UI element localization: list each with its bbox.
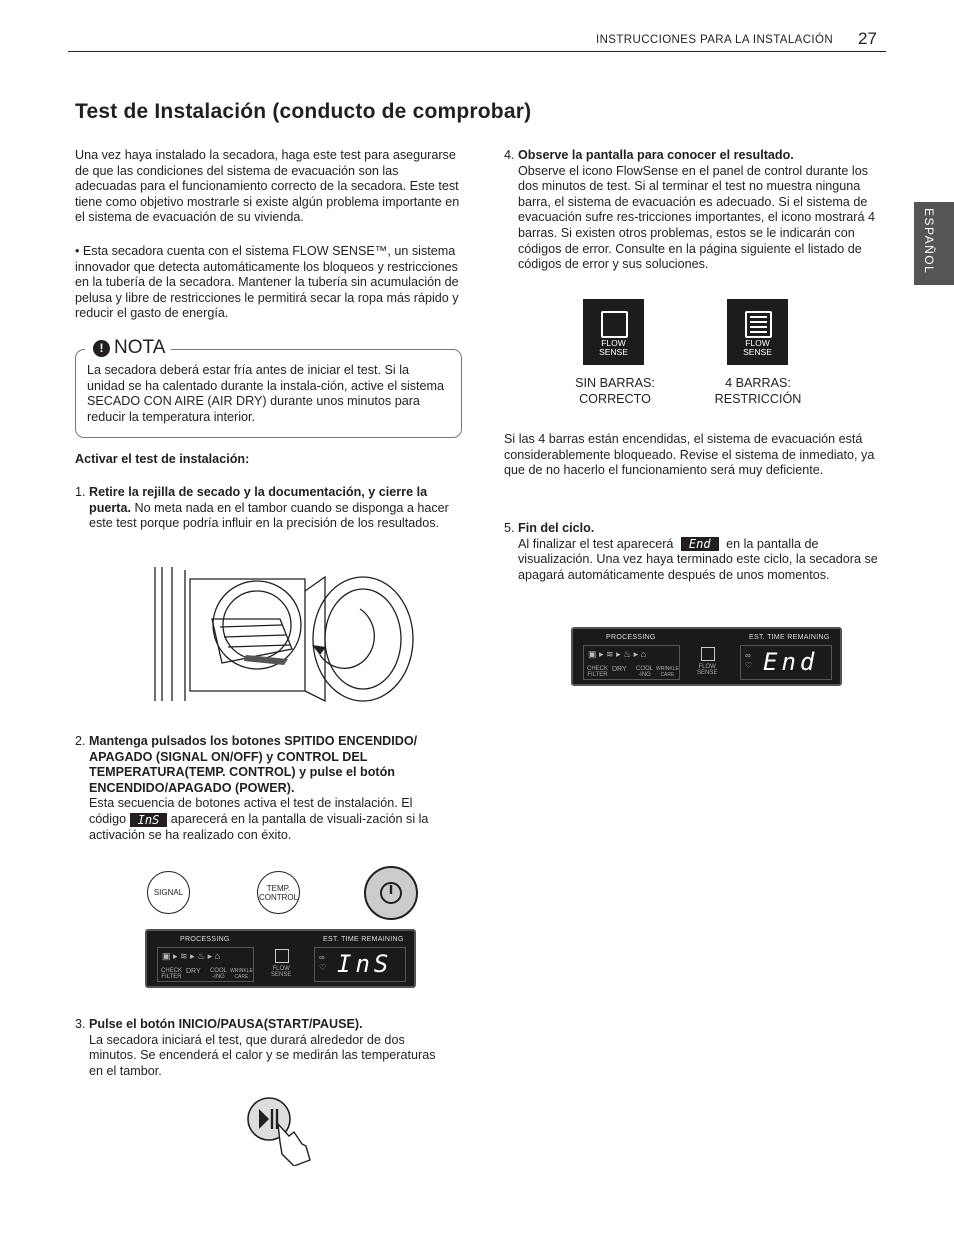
step-2-number: 2. bbox=[75, 734, 86, 748]
end-display: End bbox=[763, 648, 819, 676]
header-rule bbox=[68, 51, 886, 52]
page-number: 27 bbox=[858, 29, 877, 48]
temp-control-label: TEMP. CONTROL bbox=[258, 883, 299, 902]
dry-label: DRY bbox=[186, 968, 201, 975]
step-2-text-b: aparecerá en la pantalla de visuali-zación si la activación se ha realizado con éxito. bbox=[89, 811, 429, 842]
step-3 bbox=[75, 1017, 451, 1079]
flow-sense-icon bbox=[701, 647, 715, 661]
note-heading bbox=[85, 337, 171, 359]
ins-display: InS bbox=[337, 950, 393, 978]
flowsense-label-a: FLOW SENSE bbox=[599, 338, 628, 357]
activate-heading: Activar el test de instalación: bbox=[75, 452, 250, 466]
ins-code-badge: InS bbox=[130, 813, 168, 827]
step-3-text: La secadora iniciará el test, que durará alrededor de dos minutos. Se encenderá el calor y se medirán las temperaturas en el tambor. bbox=[89, 1032, 436, 1078]
step-1-bold: Retire la rejilla de secado y la documentación, y cierre la puerta. bbox=[89, 485, 428, 515]
bars-note: Si las 4 barras están encendidas, el sistema de evacuación está considerablemente bloqueado. Revise el sistema de inmediato, ya que de no hacerlo el funcionamiento será muy deficiente. bbox=[504, 432, 875, 478]
signal-button[interactable] bbox=[147, 871, 190, 914]
step-4-number: 4. bbox=[504, 148, 515, 162]
start-pause-press-icon bbox=[244, 1094, 314, 1166]
check-filter-label: CHECK FILTER bbox=[587, 666, 609, 678]
est-time-label: EST. TIME REMAINING bbox=[323, 936, 404, 943]
note-label: NOTA bbox=[114, 337, 166, 358]
running-header: INSTRUCCIONES PARA LA INSTALACIÓN bbox=[596, 34, 834, 46]
language-tab bbox=[914, 202, 954, 285]
time-display bbox=[314, 947, 406, 982]
caption-no-bars: SIN BARRAS: CORRECTO bbox=[575, 376, 655, 406]
control-panel-ins bbox=[145, 929, 416, 988]
step-1-text: No meta nada en el tambor cuando se disponga a hacer este test porque podría influir en la precisión de los resultados. bbox=[89, 500, 449, 531]
step-5 bbox=[504, 521, 890, 583]
step-5-bold: Fin del ciclo. bbox=[518, 521, 595, 535]
flowsense-no-bars-icon bbox=[583, 299, 644, 365]
step-1 bbox=[75, 485, 451, 532]
power-button[interactable] bbox=[364, 866, 418, 920]
processing-label: PROCESSING bbox=[606, 634, 656, 641]
control-panel-end bbox=[571, 627, 842, 686]
power-icon bbox=[378, 880, 404, 906]
step-2-bold: Mantenga pulsados los botones SPITIDO ENCENDIDO/ APAGADO (SIGNAL ON/OFF) y CONTROL DEL TEMPERATURA(TEMP. CONTROL) y pulse el botón ENCENDIDO/APAGADO (POWER). bbox=[89, 734, 418, 795]
step-3-number: 3. bbox=[75, 1017, 86, 1031]
language-tab-label: ESPAÑOL bbox=[922, 208, 936, 275]
flowsense-label-b: FLOW SENSE bbox=[743, 338, 772, 357]
step-2 bbox=[75, 734, 451, 843]
step-5-text-a: Al finalizar el test aparecerá bbox=[518, 536, 677, 551]
cool-ing-label: COOL -ING bbox=[210, 968, 228, 980]
cool-ing-label: COOL -ING bbox=[636, 666, 654, 678]
processing-label: PROCESSING bbox=[180, 936, 230, 943]
cycle-icons: ▣ ▸ ≋ ▸ ♨ ▸ ⌂ bbox=[162, 951, 221, 961]
flowsense-four-bars-icon bbox=[727, 299, 788, 365]
lock-heart-icon: ∞ ♡ bbox=[745, 651, 753, 670]
cycle-indicators bbox=[583, 645, 680, 680]
signal-button-label: SIGNAL bbox=[153, 888, 184, 897]
flow-sense-icon bbox=[275, 949, 289, 963]
empty-box-icon bbox=[601, 311, 628, 338]
page-title: Test de Instalación (conducto de comprobar) bbox=[75, 100, 532, 123]
dryer-open-door-illustration bbox=[150, 567, 420, 703]
cycle-indicators bbox=[157, 947, 254, 982]
wrinkle-care-label: WRINKLE CARE bbox=[656, 666, 679, 678]
check-filter-label: CHECK FILTER bbox=[161, 968, 183, 980]
flow-sense-bullet: • Esta secadora cuenta con el sistema FLOW SENSE™, un sistema innovador que detecta automáticamente los bloqueos y restricciones en la tubería de la secadora. Mantener la tubería sin acumulación de pelusa y libre de restricciones le permitirá secar la ropa más rápido y reducir el gasto de energía. bbox=[75, 244, 459, 321]
step-3-bold: Pulse el botón INICIO/PAUSA(START/PAUSE). bbox=[89, 1017, 363, 1031]
step-1-number: 1. bbox=[75, 485, 86, 499]
flow-sense-label: FLOW SENSE bbox=[697, 664, 718, 676]
est-time-label: EST. TIME REMAINING bbox=[749, 634, 830, 641]
step-5-number: 5. bbox=[504, 521, 515, 535]
wrinkle-care-label: WRINKLE CARE bbox=[230, 968, 253, 980]
cycle-icons: ▣ ▸ ≋ ▸ ♨ ▸ ⌂ bbox=[588, 649, 647, 659]
note-text: La secadora deberá estar fría antes de iniciar el test. Si la unidad se ha calentado durante la instala-ción, active el sistema SECADO CON AIRE (AIR DRY) durante unos minutos para reducir la temperatura interior. bbox=[87, 363, 445, 424]
lock-heart-icon: ∞ ♡ bbox=[319, 953, 327, 972]
warning-icon: ! bbox=[93, 340, 110, 357]
step-5-text-b: en la pantalla de visualización. Una vez haya terminado este ciclo, la secadora se apagará automáticamente después de unos momentos. bbox=[518, 536, 878, 582]
step-4 bbox=[504, 148, 890, 273]
dry-label: DRY bbox=[612, 666, 627, 673]
temp-control-button[interactable] bbox=[257, 871, 300, 914]
caption-four-bars: 4 BARRAS: RESTRICCIÓN bbox=[714, 376, 802, 406]
time-display bbox=[740, 645, 832, 680]
step-2-text-a: Esta secuencia de botones activa el test de instalación. El código bbox=[89, 796, 413, 826]
four-bars-box-icon bbox=[745, 311, 772, 338]
step-4-text: Observe el icono FlowSense en el panel de control durante los dos minutos de test. Si al terminar el test no muestra ninguna barra, el sistema de evacuación es adecuado. Si el sistema de evacuación sufre res-tricciones importantes, el icono mostrará 4 barras. Si existen otros problemas, estos se le indicarán con códigos de error. Consulte en la página siguiente el listado de códigos de error y sus soluciones. bbox=[518, 163, 875, 272]
step-4-bold: Observe la pantalla para conocer el resultado. bbox=[518, 148, 794, 162]
flow-sense-label: FLOW SENSE bbox=[271, 966, 292, 978]
intro-paragraph: Una vez haya instalado la secadora, haga este test para asegurarse de que las condiciones del sistema de evacuación son las adecuadas para el funcionamiento correcto de la secadora. Este test tiene como objetivo mostrarle si existe algún problema importante en el sistema de evacuación de su vivienda. bbox=[75, 148, 460, 225]
end-code-badge: End bbox=[681, 537, 719, 551]
